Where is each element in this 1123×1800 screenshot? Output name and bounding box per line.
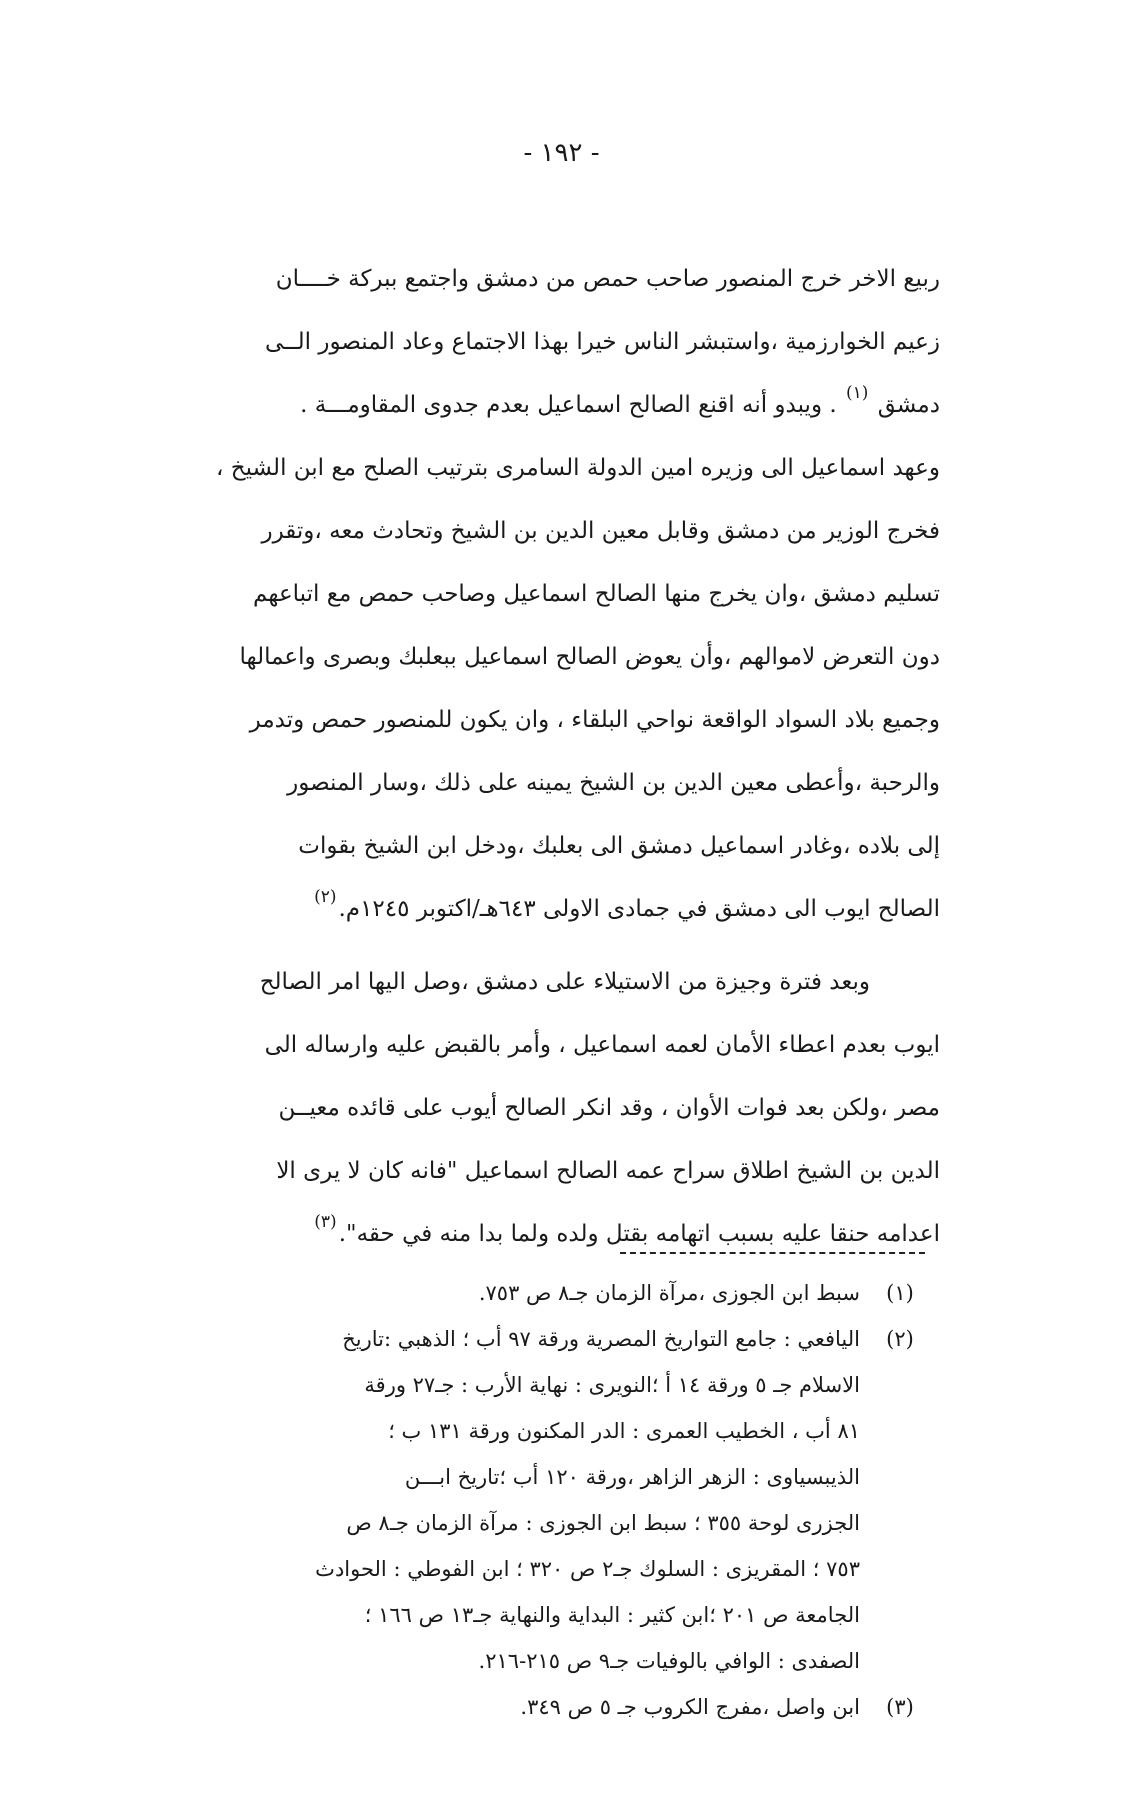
footnote-marker: (١) <box>886 1281 914 1305</box>
footnote-ref-3: (٣) <box>314 1212 337 1232</box>
footnote-2 <box>60 1316 940 1362</box>
body-line: وبعد فترة وجيزة من الاستيلاء على دمشق ،وصل اليها امر الصالح <box>259 969 870 995</box>
body-line: ايوب بعدم اعطاء الأمان لعمه اسماعيل ، وأمر بالقبض عليه وارساله الى <box>264 1032 940 1058</box>
footnote-2-continuation: ٧٥٣ ؛ المقريزى : السلوك جـ٢ ص ٣٢٠ ؛ ابن الفوطي : الحوادث <box>315 1557 860 1581</box>
body-line: فخرج الوزير من دمشق وقابل معين الدين بن الشيخ وتحادث معه ،وتقرر <box>261 518 940 544</box>
footnotes <box>60 1270 940 1730</box>
body-line: دون التعرض لاموالهم ،وأن يعوض الصالح اسماعيل ببعلبك وبصرى واعمالها <box>239 644 940 670</box>
body-line <box>110 878 940 941</box>
body-line <box>110 374 940 437</box>
body-line: وجميع بلاد السواد الواقعة نواحي البلقاء ، وان يكون للمنصور حمص وتدمر <box>249 707 940 733</box>
page-number: - ١٩٢ - <box>523 138 600 168</box>
footnote-1 <box>60 1270 940 1316</box>
body-line: مصر ،ولكن بعد فوات الأوان ، وقد انكر الصالح أيوب على قائده معيــن <box>278 1095 940 1121</box>
footnote-ref-2: (٢) <box>314 887 337 907</box>
body-line: والرحبة ،وأعطى معين الدين بن الشيخ يمينه على ذلك ،وسار المنصور <box>287 770 940 796</box>
footnote-text: اليافعي : جامع التواريخ المصرية ورقة ٩٧ أب ؛ الذهبي :تاريخ <box>342 1327 860 1351</box>
body-line-start: دمشق <box>877 392 940 418</box>
body-line: زعيم الخوارزمية ،واستبشر الناس خيرا بهذا الاجتماع وعاد المنصور الــى <box>265 329 940 355</box>
footnote-marker: (٣) <box>886 1695 914 1719</box>
footnote-ref-1: (١) <box>846 383 869 403</box>
body-line: الدين بن الشيخ اطلاق سراح عمه الصالح اسماعيل "فانه كان لا يرى الا <box>276 1158 940 1184</box>
body-line-text: الصالح ايوب الى دمشق في جمادى الاولى ٦٤٣هـ/اكتوبر ١٢٤٥م. <box>338 896 940 922</box>
footnote-separator <box>620 1252 925 1254</box>
footnote-2-continuation: الاسلام جـ ٥ ورقة ١٤ أ ؛النويرى : نهاية الأرب : جـ٢٧ ورقة <box>364 1373 860 1397</box>
body-line: تسليم دمشق ،وان يخرج منها الصالح اسماعيل وصاحب حمص مع اتباعهم <box>253 581 940 607</box>
footnote-marker: (٢) <box>886 1327 914 1351</box>
footnote-2-continuation: الصفدى : الوافي بالوفيات جـ٩ ص ٢١٥-٢١٦. <box>478 1649 860 1673</box>
footnote-3 <box>60 1684 940 1730</box>
footnote-text: ابن واصل ،مفرج الكروب جـ ٥ ص ٣٤٩. <box>520 1695 860 1719</box>
footnote-2-continuation: الجزرى لوحة ٣٥٥ ؛ سبط ابن الجوزى : مرآة الزمان جـ٨ ص <box>346 1511 860 1535</box>
body-line-text: اعدامه حنقا عليه بسبب اتهامه بقتل ولده ولما بدا منه في حقه". <box>338 1221 940 1247</box>
footnote-2-continuation: الجامعة ص ٢٠١ ؛ابن كثير : البداية والنهاية جـ١٣ ص ١٦٦ ؛ <box>364 1603 860 1627</box>
paragraph-gap <box>110 941 940 951</box>
footnote-text: سبط ابن الجوزى ،مرآة الزمان جـ٨ ص ٧٥٣. <box>478 1281 860 1305</box>
body-line-end: . ويبدو أنه اقنع الصالح اسماعيل بعدم جدوى المقاومـــة . <box>300 392 837 418</box>
footnote-2-continuation: ٨١ أب ، الخطيب العمرى : الدر المكنون ورقة ١٣١ ب ؛ <box>388 1419 860 1443</box>
body-line: وعهد اسماعيل الى وزيره امين الدولة السامرى بترتيب الصلح مع ابن الشيخ ، <box>216 455 940 481</box>
body-text <box>110 248 940 1266</box>
body-line: ربيع الاخر خرج المنصور صاحب حمص من دمشق واجتمع ببركة خــــان <box>275 266 940 292</box>
body-line <box>110 1203 940 1266</box>
body-line: إلى بلاده ،وغادر اسماعيل دمشق الى بعلبك ،ودخل ابن الشيخ بقوات <box>298 833 940 859</box>
footnote-2-continuation: الذيبسياوى : الزهر الزاهر ،ورقة ١٢٠ أب ؛تاريخ ابـــن <box>404 1465 860 1489</box>
